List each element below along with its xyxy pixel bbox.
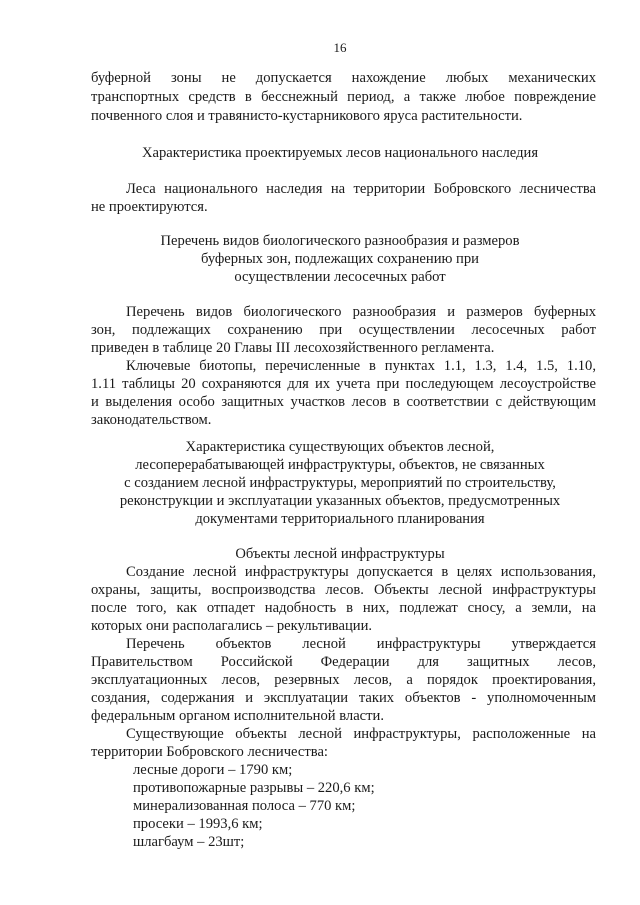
- paragraph-line: не проектируются.: [91, 199, 208, 215]
- list-item: противопожарные разрывы – 220,6 км;: [133, 780, 375, 796]
- section-heading-infrastructure: реконструкции и эксплуатации указанных объектов, предусмотренных: [119, 493, 561, 509]
- section-heading-forests: Характеристика проектируемых лесов национального наследия: [141, 145, 539, 161]
- paragraph-line: федеральным органом исполнительной власти.: [91, 708, 384, 724]
- list-item: просеки – 1993,6 км;: [133, 816, 263, 832]
- paragraph-line: после того, как отпадет надобность в них, подлежат сносу, а земли, на: [91, 600, 596, 616]
- paragraph-line: охраны, защиты, воспроизводства лесов. Объекты лесной инфраструктуры: [91, 582, 596, 598]
- list-item: шлагбаум – 23шт;: [133, 834, 245, 850]
- paragraph-line: Перечень видов биологического разнообразия и размеров буферных: [126, 304, 596, 320]
- paragraph-line: создания, содержания и эксплуатации таких объектов - уполномоченным: [91, 690, 596, 706]
- paragraph-line: Правительством Российской Федерации для защитных лесов,: [91, 654, 596, 670]
- paragraph-line: Леса национального наследия на территории Бобровского лесничества: [126, 181, 596, 197]
- paragraph-line: и выделения особо защитных участков лесов в соответствии с действующим: [91, 394, 596, 410]
- paragraph-line: буферной зоны не допускается нахождение любых механических: [91, 70, 596, 86]
- section-heading-infrastructure: документами территориального планирования: [195, 511, 485, 527]
- section-heading-biodiversity: осуществлении лесосечных работ: [234, 269, 446, 285]
- paragraph-line: транспортных средств в бесснежный период, а также любое повреждение: [91, 89, 596, 105]
- paragraph-line: законодательством.: [91, 412, 212, 428]
- paragraph-line: территории Бобровского лесничества:: [91, 744, 328, 760]
- section-heading-biodiversity: Перечень видов биологического разнообразия и размеров: [160, 233, 520, 249]
- paragraph-line: Ключевые биотопы, перечисленные в пунктах 1.1, 1.3, 1.4, 1.5, 1.10,: [126, 358, 596, 374]
- paragraph-line: зон, подлежащих сохранению при осуществлении лесосечных работ: [91, 322, 596, 338]
- list-item: минерализованная полоса – 770 км;: [133, 798, 356, 814]
- section-heading-biodiversity: буферных зон, подлежащих сохранению при: [201, 251, 479, 267]
- paragraph-line: Перечень объектов лесной инфраструктуры утверждается: [126, 636, 596, 652]
- paragraph-line: эксплуатационных лесов, резервных лесов, а порядок проектирования,: [91, 672, 596, 688]
- paragraph-line: которых они располагались – рекультивации.: [91, 618, 373, 634]
- paragraph-line: 1.11 таблицы 20 сохраняются для их учета при последующем лесоустройстве: [91, 376, 596, 392]
- page-number: 16: [333, 40, 347, 55]
- paragraph-line: приведен в таблице 20 Главы III лесохозяйственного регламента.: [91, 340, 495, 356]
- section-heading-infrastructure: лесоперерабатывающей инфраструктуры, объектов, не связанных: [135, 457, 545, 473]
- paragraph-line: Существующие объекты лесной инфраструктуры, расположенные на: [126, 726, 596, 742]
- section-heading-infrastructure: Характеристика существующих объектов лесной,: [185, 439, 495, 455]
- paragraph-line: почвенного слоя и травянисто-кустарникового яруса растительности.: [91, 108, 523, 124]
- section-heading-infrastructure: с созданием лесной инфраструктуры, мероприятий по строительству,: [124, 475, 556, 491]
- paragraph-line: Создание лесной инфраструктуры допускается в целях использования,: [126, 564, 596, 580]
- list-item: лесные дороги – 1790 км;: [133, 762, 293, 778]
- subheading-objects: Объекты лесной инфраструктуры: [235, 546, 445, 562]
